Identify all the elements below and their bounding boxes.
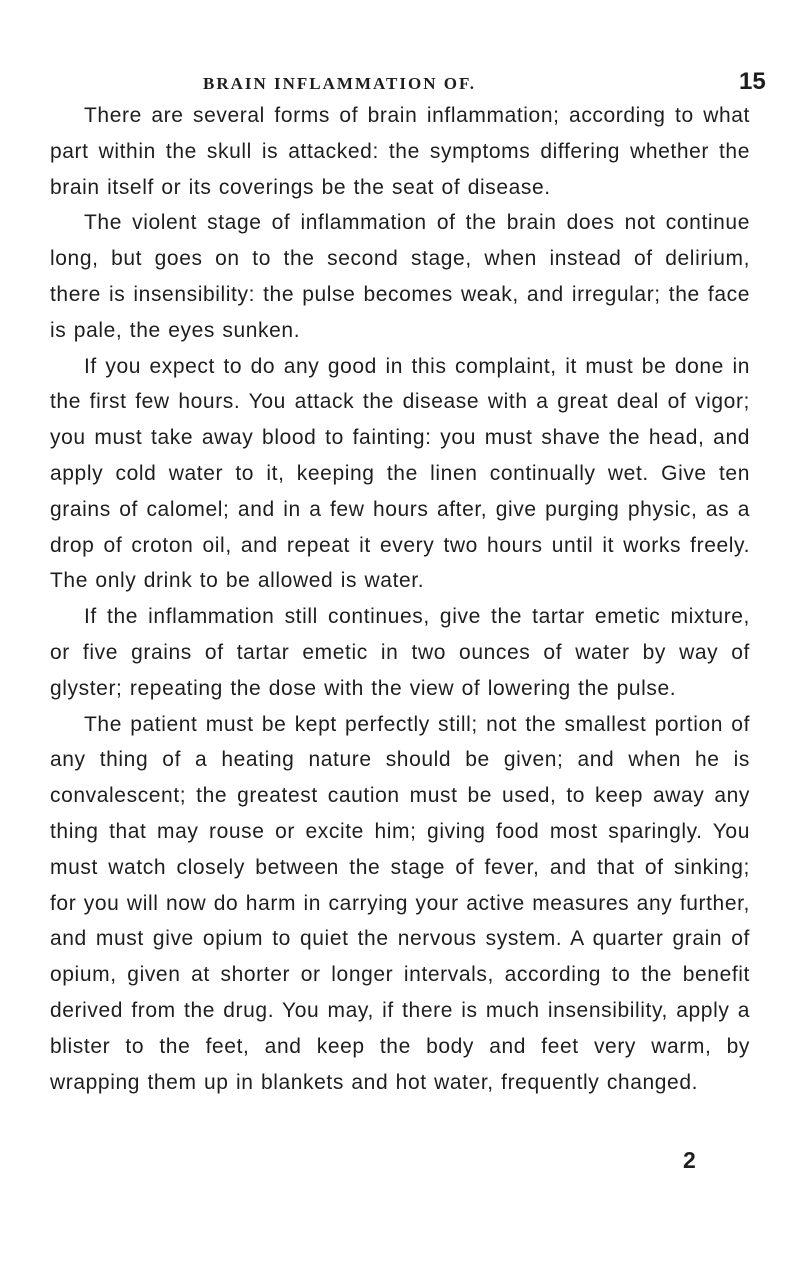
paragraph-violent-stage: The violent stage of inflammation of the brain does not continue long, but goes on to the second stage, when instead of delirium, there is insensibility: the pulse becomes weak, and irregular; the face is pale, the eyes sunken. <box>50 211 750 342</box>
signature-mark: 2 <box>683 1147 696 1173</box>
page-number: 15 <box>739 68 766 95</box>
paragraph-treatment: If you expect to do any good in this complaint, it must be done in the first few hours. You attack the disease with a great deal of vigor; you must take away blood to fainting: you must shave the head, and apply cold water to it, keeping the linen continually wet. Give ten grains of calomel; and in a few hours after, give purging physic, as a drop of croton oil, and repeat it every two hours until it works freely. The only drink to be allowed is water. <box>50 354 750 593</box>
paragraph-forms: There are several forms of brain inflammation; according to what part within the skull is attacked: the symptoms differing whether the brain itself or its coverings be the seat of disease. <box>50 104 750 199</box>
paragraph-tartar-emetic: If the inflammation still continues, give the tartar emetic mixture, or five grains of tartar emetic in two ounces of water by way of glyster; repeating the dose with the view of lowering the pulse. <box>50 605 750 700</box>
running-head: BRAIN INFLAMMATION OF. <box>203 74 477 93</box>
paragraph-patient-care: The patient must be kept perfectly still; not the smallest portion of any thing of a heating nature should be given; and when he is convalescent; the greatest caution must be used, to keep away any thing that may rouse or excite him; giving food most sparingly. You must watch closely between the stage of fever, and that of sinking; for you will now do harm in carrying your active measures any further, and must give opium to quiet the nervous system. A quarter grain of opium, given at shorter or longer intervals, according to the benefit derived from the drug. You may, if there is much insensibility, apply a blister to the feet, and keep the body and feet very warm, by wrapping them up in blankets and hot water, frequently changed. <box>50 712 750 1094</box>
body-text <box>50 98 750 1100</box>
